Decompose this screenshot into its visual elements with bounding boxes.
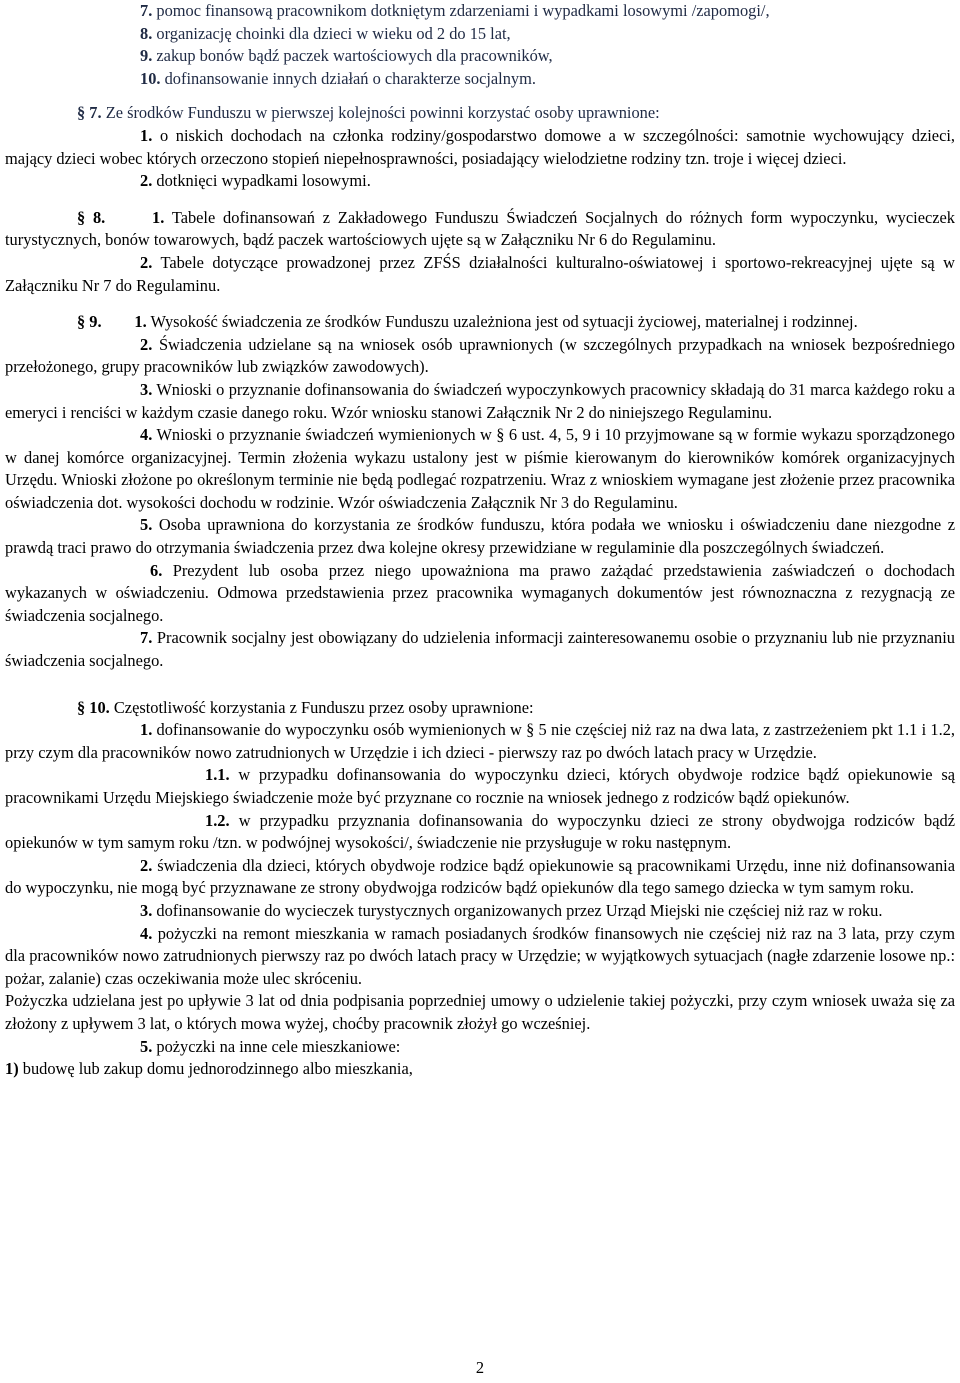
section-10-heading: § 10. Częstotliwość korzystania z Funduszu przez osoby uprawnione: — [77, 697, 534, 717]
section-7-heading: § 7. Ze środków Funduszu w pierwszej kolejności powinni korzystać osoby uprawnione: — [77, 103, 660, 123]
page-number: 2 — [475, 1358, 485, 1377]
section-9-paragraph: 6. Prezydent lub osoba przez niego upoważniona ma prawo zażądać przedstawienia zaświadczeń o dochodach wykazanych w oświadczeniu. Odmowa przedstawienia przez pracownika wymaganych dokumentów jest równoznaczna z rezygnacją ze świadczenia socjalnego. — [5, 560, 955, 625]
section-8-paragraph: § 8. 1. Tabele dofinansowań z Zakładowego Funduszu Świadczeń Socjalnych do różnych form wypoczynku, wycieczek turystycznych, bonów towarowych, bądź paczek wartościowych ujęte są w Załączniku Nr 6 do Regulaminu. — [5, 207, 955, 250]
section-9-paragraph: 3. Wnioski o przyznanie dofinansowania do świadczeń wypoczynkowych pracownicy składają do 31 marca każdego roku a emeryci i renciści w każdym czasie danego roku. Wzór wniosku stanowi Załącznik Nr 2 do niniejszego Regulaminu. — [5, 379, 955, 422]
benefit-list — [5, 0, 955, 90]
section-10-paragraph: 1.1. w przypadku dofinansowania do wypoczynku dzieci, których obydwoje rodzice bądź opiekunowie są pracownikami Urzędu Miejskiego świadczenie może być przyznane co rocznie na wniosek jednego z rodziców bądź opiekunów. — [5, 765, 955, 807]
list-item: 7. pomoc finansową pracownikom dotkniętym zdarzeniami i wypadkami losowymi /zapomogi/, — [140, 1, 770, 20]
section-10-paragraph: 2. świadczenia dla dzieci, których obydwoje rodzice bądź opiekunowie są pracownikami Urzędu, inne niż dofinansowania do wypoczynku, nie mogą być przyznawane ze strony obydwojga rodziców bądź opiekunów dla tego samego dziecka w tym samym roku. — [5, 855, 955, 898]
section-10-paragraph: 4. pożyczki na remont mieszkania w ramach posiadanych środków finansowych nie częściej niż raz na 3 lata, przy czym dla pracowników nowo zatrudnionych pierwszy raz po dwóch latach pracy w Urzędzie; w wyjątkowych sytuacjach (nagłe zdarzenie losowe np.: pożar, zalanie) czas oczekiwania może ulec skróceniu. — [5, 923, 955, 988]
list-item: 8. organizację choinki dla dzieci w wieku od 2 do 15 lat, — [140, 23, 511, 43]
list-item: 10. dofinansowanie innych działań o charakterze socjalnym. — [140, 68, 536, 88]
section-9-paragraph: 5. Osoba uprawniona do korzystania ze środków funduszu, która podała we wniosku i oświadczeniu dane niezgodne z prawdą traci prawo do otrzymania świadczenia przez dwa kolejne okresy przewidziane w regulaminie dla poszczególnych świadczeń. — [5, 515, 955, 558]
section-7-paragraph: 2. dotknięci wypadkami losowymi. — [140, 171, 371, 191]
section-9-paragraph: 7. Pracownik socjalny jest obowiązany do udzielenia informacji zainteresowanemu osobie o przyznaniu lub nie przyznaniu świadczenia socjalnego. — [5, 628, 955, 671]
section-10-paragraph: 3. dofinansowanie do wycieczek turystycznych organizowanych przez Urząd Miejski nie częściej niż raz w roku. — [140, 900, 883, 920]
section-9-paragraph: 2. Świadczenia udzielane są na wniosek osób uprawnionych (w szczególnych przypadkach na wniosek bezpośredniego przełożonego, grupy pracowników lub związków zawodowych). — [5, 334, 955, 377]
list-item: 9. zakup bonów bądź paczek wartościowych dla pracowników, — [140, 46, 553, 66]
section-9-paragraph: 4. Wnioski o przyznanie świadczeń wymienionych w § 6 ust. 4, 5, 9 i 10 przyjmowane są w formie wykazu sporządzonego w danej komórce organizacyjnej. Termin złożenia wykazu ustalony jest w piśmie kierowanym do kierowników komórek organizacyjnych Urzędu. Wnioski złożone po określonym terminie nie będą podlegać rozpatrzeniu. Wraz z wnioskiem wymagane jest złożenie przez pracownika oświadczenia dot. wysokości dochodu w rodzinie. Wzór oświadczenia Załącznik Nr 3 do Regulaminu. — [5, 425, 955, 512]
section-10-paragraph: Pożyczka udzielana jest po upływie 3 lat od dnia podpisania poprzedniej umowy o udzielenie takiej pożyczki, przy czym wniosek uważa się za złożony z upływem 3 lat, o których mowa wyżej, choćby pracownik złożył go wcześniej. — [5, 991, 955, 1033]
section-7-paragraph: 1. o niskich dochodach na członka rodziny/gospodarstwo domowe a w szczególności: samotnie wychowujący dzieci, mający dzieci wobec których orzeczono stopień niepełnosprawności, posiadający wielodzietne rodziny tzn. troje i więcej dzieci. — [5, 125, 955, 168]
section-8-paragraph: 2. Tabele dotyczące prowadzonej przez ZFŚS działalności kulturalno-oświatowej i sportowo-rekreacyjnej ujęte są w Załączniku Nr 7 do Regulaminu. — [5, 252, 955, 295]
section-10-paragraph: 1) budowę lub zakup domu jednorodzinnego albo mieszkania, — [5, 1059, 413, 1079]
section-10-paragraph: 5. pożyczki na inne cele mieszkaniowe: — [140, 1036, 401, 1056]
section-10-paragraph: 1.2. w przypadku przyznania dofinansowania do wypoczynku dzieci ze strony obydwojga rodziców bądź opiekunów w tym samym roku /tzn. w podwójnej wysokości/, świadczenie nie przysługuje w roku następnym. — [5, 810, 955, 853]
section-10-paragraph: 1. dofinansowanie do wypoczynku osób wymienionych w § 5 nie częściej niż raz na dwa lata, z zastrzeżeniem pkt 1.1 i 1.2, przy czym dla pracowników nowo zatrudnionych w Urzędzie i ich dzieci - pierwszy raz po dwóch latach pracy w Urzędzie. — [5, 720, 955, 762]
document-page — [5, 0, 955, 1081]
section-9-paragraph: § 9. 1. Wysokość świadczenia ze środków Funduszu uzależniona jest od sytuacji życiowej, materialnej i rodzinnej. — [77, 312, 858, 332]
